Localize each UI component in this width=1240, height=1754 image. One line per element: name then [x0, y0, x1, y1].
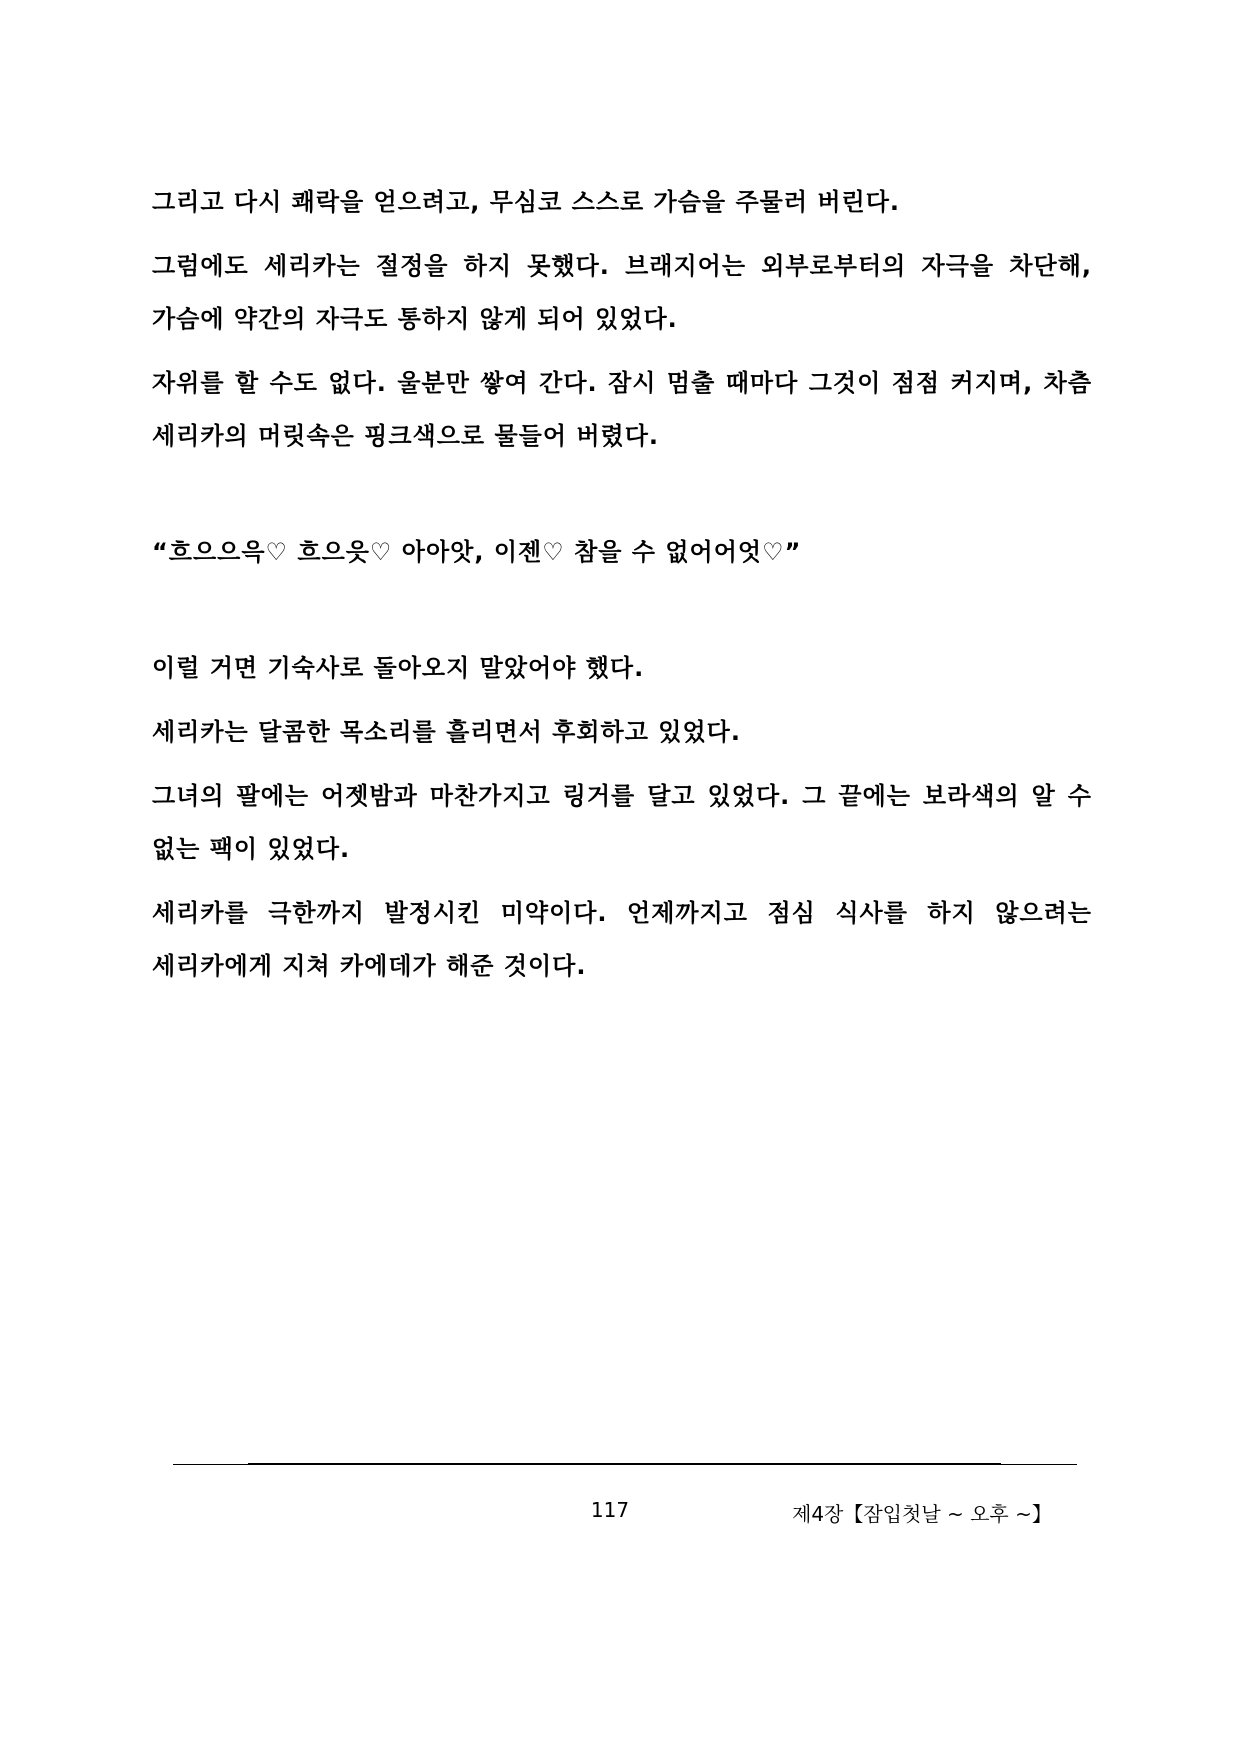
paragraph: 세리카는 달콤한 목소리를 흘리면서 후회하고 있었다. [152, 718, 741, 746]
body-text [152, 176, 1092, 1004]
chapter-title: 제4장【잠입첫날 ~ 오후 ~】 [792, 1502, 1052, 1526]
paragraph: 이럴 거면 기숙사로 돌아오지 말았어야 했다. [152, 654, 645, 682]
footer-rule-thick [248, 1463, 1001, 1465]
paragraph: 자위를 할 수도 없다. 울분만 쌓여 간다. 잠시 멈출 때마다 그것이 점점 커지며, 차츰 세리카의 머릿속은 핑크색으로 물들어 버렸다. [152, 369, 1092, 450]
paragraph: 그럼에도 세리카는 절정을 하지 못했다. 브래지어는 외부로부터의 자극을 차단해, 가슴에 약간의 자극도 통하지 않게 되어 있었다. [152, 252, 1092, 333]
dialogue-line: “흐으으윽♡ 흐으읏♡ 아아앗, 이젠♡ 참을 수 없어어엇♡” [152, 538, 802, 566]
paragraph: 그녀의 팔에는 어젯밤과 마찬가지고 링거를 달고 있었다. 그 끝에는 보라색의 알 수 없는 팩이 있었다. [152, 782, 1092, 863]
page-number: 117 [590, 1498, 630, 1522]
paragraph: 그리고 다시 쾌락을 얻으려고, 무심코 스스로 가슴을 주물러 버린다. [152, 188, 901, 216]
paragraph: 세리카를 극한까지 발정시킨 미약이다. 언제까지고 점심 식사를 하지 않으려는 세리카에게 지쳐 카에데가 해준 것이다. [152, 899, 1092, 980]
